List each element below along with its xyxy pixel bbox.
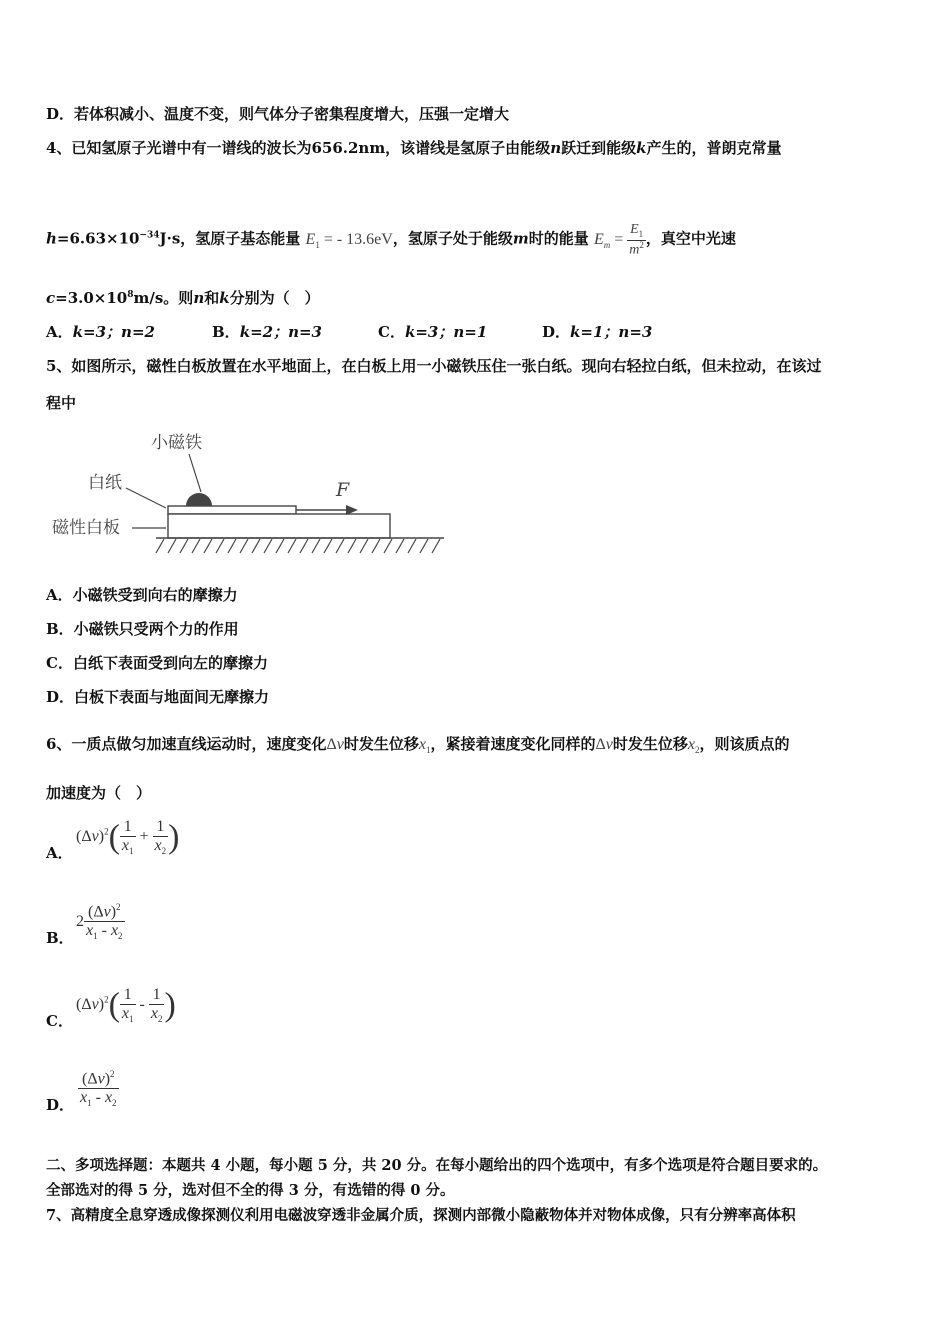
q4-stem-line3	[46, 287, 320, 308]
figure-label-paper: 白纸	[88, 473, 122, 493]
q6-stem-line2: 加速度为（ ）	[46, 784, 152, 802]
q4-h-unit: J·s，氢原子基态能量	[159, 229, 301, 248]
q6-x1	[418, 736, 431, 756]
q6-option-c-label: C．	[46, 1012, 73, 1030]
q6-option-a-formula: $(\Delta v)^2$( $\frac{1}{x_1}$ + $\frac{1}{x_2}$ )	[76, 818, 180, 856]
whiteboard	[168, 514, 390, 538]
ground-hatching	[156, 539, 440, 553]
q4-mid-text: ，氢原子处于能级	[392, 229, 513, 248]
q5-stem-line1: 5、如图所示，磁性白板放置在水平地面上，在白板上用一小磁铁压住一张白纸。现向右轻拉白纸，但未拉动，在该过	[46, 357, 822, 375]
q4-option-c	[378, 321, 487, 342]
q6-x2	[687, 736, 700, 756]
q4-option-c-text: k=3；n=1	[404, 323, 488, 341]
q4-c-exp: 8	[127, 290, 134, 300]
q4-then-k: k	[219, 289, 230, 307]
q4-e1-value: = - 13.6eV	[323, 230, 393, 248]
q4-text-a: 4、已知氢原子光谱中有一谱线的波长为656.2nm，该谱线是氢原子由能级	[46, 139, 551, 157]
magnet-shape	[186, 493, 212, 506]
q6-option-d-formula: $\frac{(\Delta v)^2}{x_1 - x_2}$	[80, 1069, 117, 1109]
figure-label-board: 磁性白板	[52, 518, 120, 538]
q4-var-n: n	[550, 139, 562, 157]
q4-c-value: =3.0×10	[55, 289, 128, 307]
q4-option-b-label: B．	[212, 323, 240, 341]
q6-text-3: ，紧接着速度变化同样的	[430, 735, 596, 753]
q6-option-b-label: B．	[46, 929, 74, 947]
q4-and: 和	[204, 289, 220, 307]
q6-text-4: 时发生位移	[612, 735, 688, 753]
q6-x1-sub: 1	[425, 745, 431, 756]
q6-x1-var: x	[418, 736, 426, 753]
q6-text-1: 6、一质点做匀加速直线运动时，速度变化	[46, 735, 327, 753]
q5-stem-line2: 程中	[46, 394, 77, 412]
q4-var-m: m	[512, 229, 529, 248]
q6-option-a-label: A．	[46, 844, 73, 862]
q5-option-a: A．小磁铁受到向右的摩擦力	[46, 586, 238, 604]
q5-figure	[46, 420, 446, 560]
q3-option-d: D．若体积减小、温度不变，则气体分子密集程度增大，压强一定增大	[46, 105, 510, 123]
q4-e1-formula: $E_1$ = - 13.6eV	[305, 230, 393, 250]
q5-option-b: B．小磁铁只受两个力的作用	[46, 620, 239, 638]
q5-option-c: C．白纸下表面受到向左的摩擦力	[46, 654, 268, 672]
q6-option-b-formula: 2 $\frac{(\Delta v)^2}{x_1 - x_2}$	[76, 902, 123, 942]
q6-stem-line1	[46, 733, 790, 755]
q4-end-text: ，真空中光速	[645, 229, 736, 248]
q4-option-a	[46, 321, 155, 342]
q6-text-5: ，则该质点的	[699, 735, 790, 753]
q6-x2-var: x	[687, 736, 696, 753]
q4-text-c: 产生的，普朗克常量	[646, 139, 782, 157]
q4-option-b-text: k=2；n=3	[239, 323, 322, 341]
q6-option-d-label: D．	[46, 1096, 75, 1114]
q4-option-a-label: A．	[46, 323, 73, 341]
q4-em-formula: $E_m$ = $\frac{E_1}{m^2}$	[593, 222, 644, 258]
q4-stem-line2	[46, 222, 736, 258]
paper-sheet	[168, 506, 296, 514]
q6-x2-sub: 2	[695, 745, 700, 756]
q4-option-c-label: C．	[378, 323, 405, 341]
q7-stem-line1: 7、高精度全息穿透成像探测仪利用电磁波穿透非金属介质，探测内部微小隐蔽物体并对物体成像，只有分辨率高体积	[46, 1207, 796, 1224]
figure-label-force: F	[336, 479, 350, 501]
q4-c: c	[46, 289, 56, 307]
figure-label-magnet: 小磁铁	[151, 433, 202, 453]
q5-option-d: D．白板下表面与地面间无摩擦力	[46, 688, 270, 706]
q6-dv-2: Δv	[595, 736, 613, 753]
q4-option-d-label: D．	[542, 323, 571, 341]
q4-stem-line1	[46, 137, 782, 158]
magnet-pointer	[189, 454, 201, 492]
q4-option-d-text: k=1；n=3	[570, 323, 653, 341]
q4-option-b	[212, 321, 322, 342]
q6-option-c-formula: $(\Delta v)^2$( $\frac{1}{x_1}$ - $\frac{1}{x_2}$ )	[76, 986, 176, 1024]
q4-c-unit: m/s。则	[133, 289, 194, 307]
q4-var-k: k	[636, 139, 647, 157]
q4-h-exp: −34	[139, 230, 160, 241]
q4-h-value: =6.63×10	[56, 229, 140, 248]
q4-option-d	[542, 321, 652, 342]
q4-option-a-text: k=3；n=2	[72, 323, 155, 341]
q6-dv-1: Δv	[326, 736, 344, 753]
section2-heading-line1: 二、多项选择题：本题共 4 小题，每小题 5 分，共 20 分。在每小题给出的四个选项中，有多个选项是符合题目要求的。	[46, 1157, 828, 1174]
q4-mid-text2: 时的能量	[528, 229, 589, 248]
paper-pointer	[126, 488, 166, 508]
q6-text-2: 时发生位移	[343, 735, 419, 753]
q4-h: h	[46, 229, 57, 248]
q4-then-n: n	[193, 289, 205, 307]
q4-text-b: 跃迁到能级	[561, 139, 637, 157]
q4-ask: 分别为（ ）	[229, 289, 320, 307]
section2-heading-line2: 全部选对的得 5 分，选对但不全的得 3 分，有选错的得 0 分。	[46, 1182, 455, 1199]
